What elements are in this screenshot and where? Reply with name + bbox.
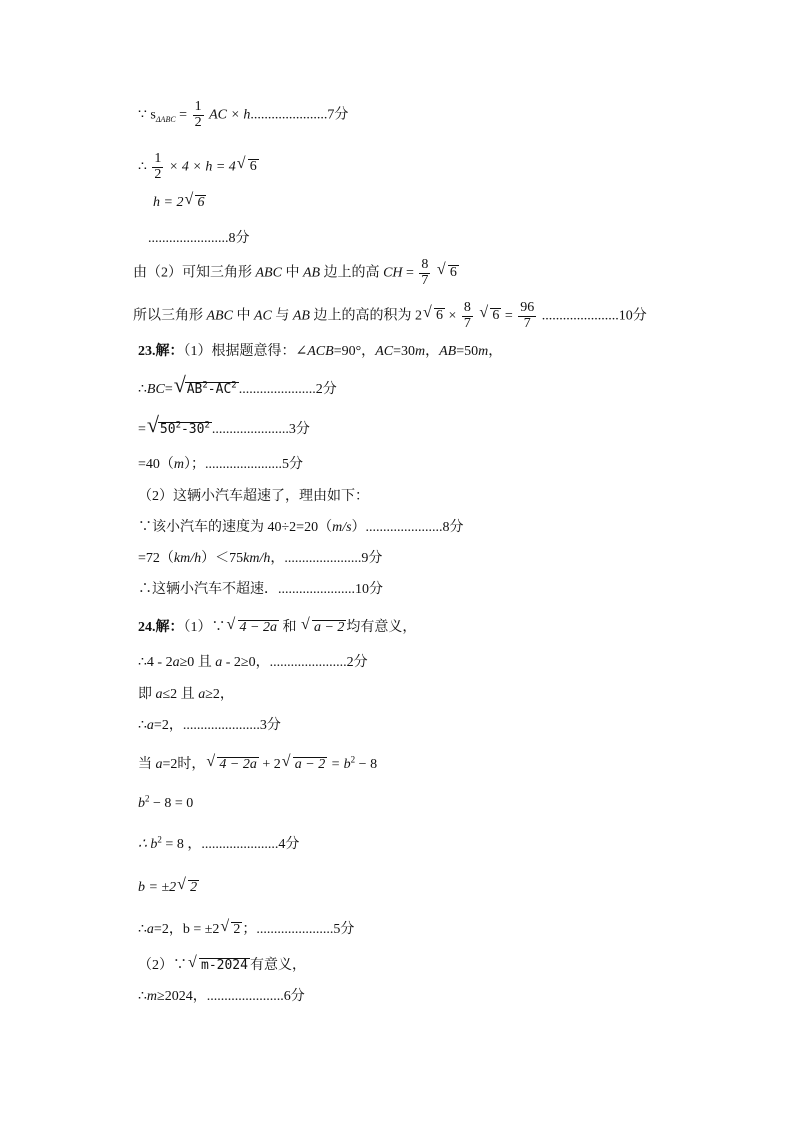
score-dots: ......................3分 [182, 718, 281, 733]
sqrt: √ a − 2 [283, 757, 327, 772]
sqrt: √ $50^2-30^2$ [148, 422, 212, 437]
score-dots: ......................6分 [206, 989, 305, 1004]
text-conclusion: ∴这辆小汽车不超速．......................10分 [138, 582, 383, 597]
text-range: 即 a≤2 且 a≥2， [138, 687, 234, 702]
formula-b-squared: ∴ $b^2 = 8$ ，......................4分 [138, 834, 300, 852]
score-dots: ......................9分 [284, 551, 383, 566]
fraction: $\frac{8}{7}$ [463, 300, 471, 331]
sqrt: √ m-2024 [189, 958, 250, 973]
fraction: $\frac{8}{7}$ [421, 257, 429, 288]
score-dots: ......................2分 [269, 655, 368, 670]
fraction: $\frac{1}{2}$ [194, 99, 202, 130]
text-inequality: ∴4 - 2a≥0 且 a - 2≥0，......................2分 [138, 655, 368, 670]
sqrt: √ 4 − 2a [228, 620, 279, 635]
sqrt: √ 4 − 2a [207, 757, 258, 772]
text-speed-kmh: =72（km/h）＜75km/h，......................9分 [138, 551, 383, 566]
score-line: .......................8分 [148, 231, 250, 246]
sqrt: √ $AB^2-AC^2$ [175, 382, 239, 397]
fraction: $\frac{1}{2}$ [154, 151, 162, 182]
fraction: $\frac{96}{7}$ [520, 300, 535, 331]
score-dots: ......................10分 [278, 582, 383, 597]
text-line-height-ch: 由（2）可知三角形 ABC 中 AB 边上的高 CH = $\frac{8}{7}$ √ 6 [133, 258, 459, 288]
sqrt: √ 2 [178, 880, 199, 895]
question-number: 23. [138, 344, 156, 359]
sqrt: √ 6 [185, 195, 206, 210]
text-a-value: ∴a=2，......................3分 [138, 718, 281, 733]
formula-b-equation: $b^2 - 8 = 0$ [138, 793, 194, 811]
text-m-range: ∴m≥2024，......................6分 [138, 989, 305, 1004]
question-24-heading: 24.解：（1）∵√ 4 − 2a 和 √ a − 2 均有意义， [138, 620, 416, 635]
sqrt: √ 2 [221, 922, 242, 937]
score-dots: ......................3分 [211, 422, 310, 437]
score-dots: ......................7分 [250, 107, 349, 123]
text-speed: ∵该小汽车的速度为 40÷2=20（m/s）......................8分 [138, 520, 464, 535]
formula-area-equation: ∴ $\frac{1}{2}$ × 4 × h = 4√ 6 [138, 152, 259, 182]
question-23-heading: 23.解：（1）根据题意得：∠ACB=90°，AC=30m，AB=50m， [138, 344, 503, 359]
score-dots: ......................4分 [201, 837, 300, 852]
formula-area-definition: ∵ $s_{\Delta ABC}$ = $\frac{1}{2}$ AC × h......................7分 [138, 99, 349, 130]
score-dots: ......................10分 [541, 308, 647, 324]
sqrt: √ 6 [480, 308, 501, 323]
sqrt: √ 6 [438, 265, 459, 280]
formula-bc: ∴BC=√ $AB^2-AC^2$ ......................2分 [138, 382, 337, 397]
question-number: 24. [138, 620, 156, 635]
text-substitution: 当 a=2时，√ 4 − 2a + 2√ $a - 2 = b^2 - 8$ [138, 757, 377, 772]
score-dots: ......................8分 [365, 520, 464, 535]
text-part-2-m: （2）∵√ m-2024 有意义， [138, 958, 306, 973]
text-part-2: （2）这辆小汽车超速了，理由如下： [138, 489, 369, 504]
score-dots: ......................5分 [256, 922, 355, 937]
score-dots: ......................2分 [238, 382, 337, 397]
formula-bc-result: =40（m）；......................5分 [138, 457, 304, 472]
sqrt: √ a − 2 [302, 620, 346, 635]
formula-bc-numbers: =√ $50^2-30^2$ ......................3分 [138, 422, 310, 437]
score-dots: ......................5分 [205, 457, 304, 472]
text-ab-values: ∴a=2，b = ±2√ 2 ；......................5分 [138, 922, 354, 937]
formula-h-value: h = 2√ 6 [153, 195, 206, 210]
formula-b-value: b = ±2√ 2 [138, 880, 199, 895]
text-line-product: 所以三角形 ABC 中 AC 与 AB 边上的高的积为 2√ 6 × $\frac{8}{7}$ √ 6 = $\frac{96}{7}$ ......................10分 [133, 301, 647, 331]
sqrt: √ 6 [424, 308, 445, 323]
sqrt: √ 6 [238, 159, 259, 174]
